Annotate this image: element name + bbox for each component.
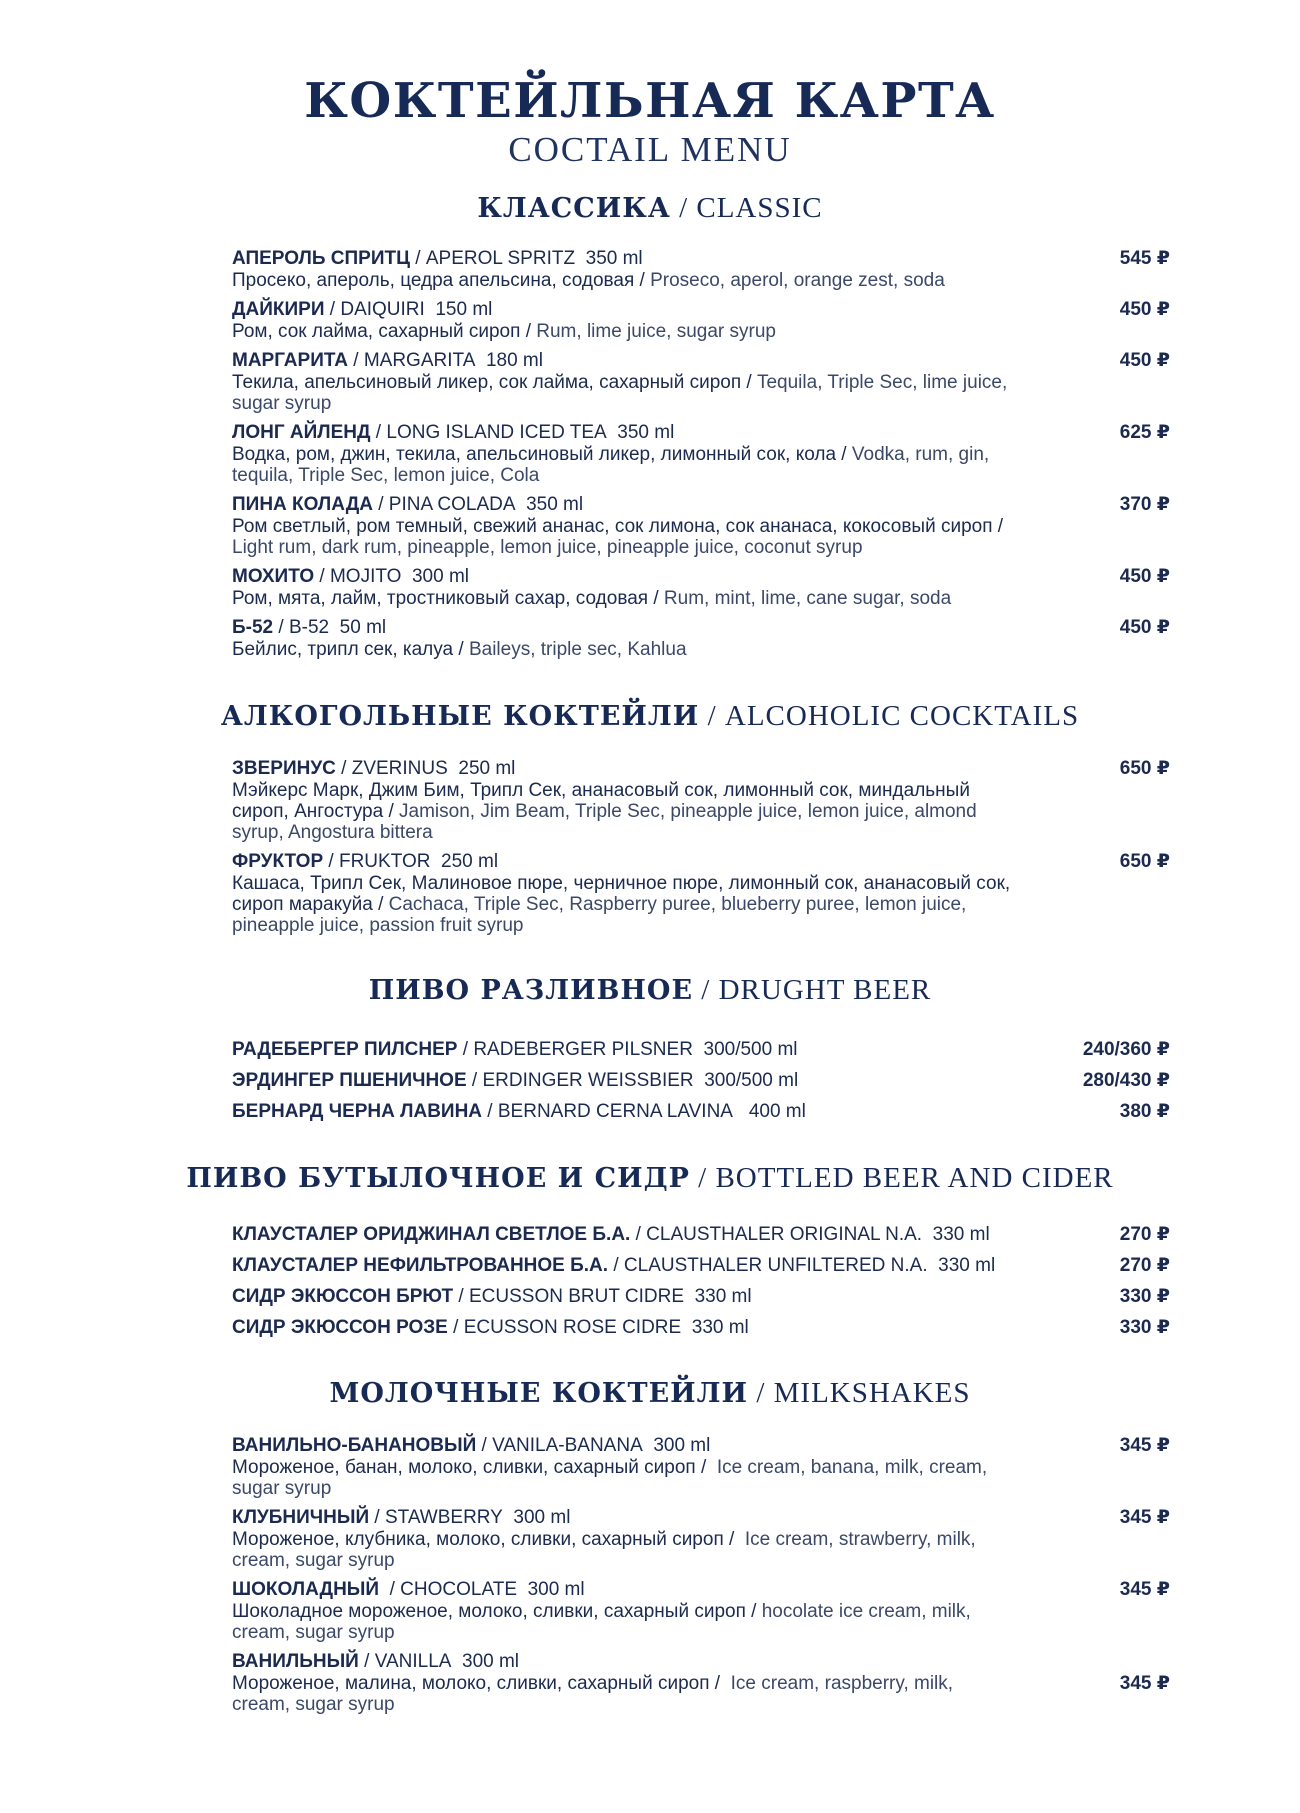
item-name-ru: ДАЙКИРИ — [232, 299, 325, 320]
section-heading-bottled-beer — [0, 1160, 1300, 1197]
menu-item-pina-colada — [232, 494, 1170, 558]
item-heading: КЛАУСТАЛЕР ОРИДЖИНАЛ СВЕТЛОЕ Б.А. / CLAUSTHALER ORIGINAL N.A. 330 ml — [232, 1224, 990, 1245]
item-price: 280/430 ₽ — [1082, 1070, 1170, 1091]
item-description-ru: Ром, сок лайма, сахарный сироп — [232, 321, 521, 342]
item-price: 270 ₽ — [1119, 1224, 1170, 1245]
menu-item-fruktor — [232, 851, 1170, 936]
item-heading: КЛУБНИЧНЫЙ / STAWBERRY 300 ml — [232, 1507, 571, 1528]
item-price: 270 ₽ — [1119, 1255, 1170, 1276]
item-volume: 150 ml — [435, 299, 493, 320]
section-separator: / — [693, 974, 719, 1006]
item-price: 450 ₽ — [1119, 299, 1170, 320]
item-price: 650 ₽ — [1119, 851, 1170, 872]
item-volume: 300/500 ml — [703, 1039, 798, 1060]
item-heading: ДАЙКИРИ / DAIQUIRI 150 ml — [232, 299, 493, 320]
item-volume: 350 ml — [585, 248, 643, 269]
item-heading: ВАНИЛЬНЫЙ / VANILLA 300 ml — [232, 1651, 520, 1672]
item-description: Просеко, апероль, цедра апельсина, содовая / Proseco, aperol, orange zest, soda — [232, 270, 945, 291]
menu-item-bernard — [232, 1101, 1170, 1123]
item-volume: 350 ml — [526, 494, 584, 515]
item-description-en: hocolate ice cream, milk, cream, sugar syrup — [232, 1601, 971, 1643]
item-volume: 350 ml — [617, 422, 675, 443]
item-volume: 330 ml — [694, 1286, 752, 1307]
item-description: Ром светлый, ром темный, свежий ананас, сок лимона, сок ананаса, кокосовый сироп / Light rum, dark rum, pineapple, lemon juice, pineapple juice, coconut syrup — [232, 516, 1004, 558]
item-description: Мороженое, малина, молоко, сливки, сахарный сироп / Ice cream, raspberry, milk, cream, sugar syrup — [232, 1673, 954, 1715]
item-description-ru: Мэйкерс Марк, Джим Бим, Трипл Сек, ананасовый сок, лимонный сок, миндальный сироп, Ангостура — [232, 780, 970, 822]
menu-item-vanilla — [232, 1651, 1170, 1715]
section-heading-draught-beer — [0, 972, 1300, 1009]
item-name-ru: АПЕРОЛЬ СПРИТЦ — [232, 248, 410, 269]
item-heading: ЭРДИНГЕР ПШЕНИЧНОЕ / ERDINGER WEISSBIER 300/500 ml — [232, 1070, 799, 1091]
item-volume: 300 ml — [411, 566, 469, 587]
item-name-en: STAWBERRY — [384, 1507, 503, 1528]
section-separator: / — [699, 700, 725, 732]
item-price: 545 ₽ — [1119, 248, 1170, 269]
menu-item-zverinus — [232, 758, 1170, 843]
section-title-ru: ПИВО РАЗЛИВНОЕ — [368, 975, 694, 1006]
section-separator: / — [689, 1162, 716, 1194]
menu-item-ecusson-rose — [232, 1317, 1170, 1339]
item-description-en: Tequila, Triple Sec, lime juice, sugar syrup — [232, 372, 1008, 414]
item-heading: КЛАУСТАЛЕР НЕФИЛЬТРОВАННОЕ Б.А. / CLAUSTHALER UNFILTERED N.A. 330 ml — [232, 1255, 996, 1276]
item-name-en: CHOCOLATE — [400, 1579, 518, 1600]
item-volume: 250 ml — [458, 758, 516, 779]
item-description: Текила, апельсиновый ликер, сок лайма, сахарный сироп / Tequila, Triple Sec, lime juice, sugar syrup — [232, 372, 1008, 414]
item-price: 345 ₽ — [1119, 1435, 1170, 1456]
item-description: Мэйкерс Марк, Джим Бим, Трипл Сек, ананасовый сок, лимонный сок, миндальный сироп, Ангостура / Jamison, Jim Beam, Triple Sec, pineapple juice, lemon juice, almond syrup, Angostura bittera — [232, 780, 977, 843]
item-name-ru: БЕРНАРД ЧЕРНА ЛАВИНА — [232, 1101, 483, 1122]
item-description-en: Baileys, triple sec, Kahlua — [468, 639, 687, 660]
item-name-en: ZVERINUS — [351, 758, 448, 779]
item-name-en: B-52 — [288, 617, 330, 638]
menu-item-b52 — [232, 617, 1170, 660]
item-description: Мороженое, банан, молоко, сливки, сахарный сироп / Ice cream, banana, milk, cream, sugar syrup — [232, 1457, 988, 1499]
item-volume: 300 ml — [527, 1579, 585, 1600]
item-heading: ПИНА КОЛАДА / PINA COLADA 350 ml — [232, 494, 584, 515]
section-title-ru: КЛАССИКА — [477, 193, 671, 224]
item-price: 450 ₽ — [1119, 350, 1170, 371]
item-name-ru: КЛУБНИЧНЫЙ — [232, 1507, 370, 1528]
item-price: 450 ₽ — [1119, 566, 1170, 587]
item-heading: РАДЕБЕРГЕР ПИЛСНЕР / RADEBERGER PILSNER 300/500 ml — [232, 1039, 798, 1060]
item-heading: СИДР ЭКЮССОН РОЗЕ / ECUSSON ROSE CIDRE 330 ml — [232, 1317, 749, 1338]
item-name-ru: ЗВЕРИНУС — [232, 758, 336, 779]
item-heading: МАРГАРИТА / MARGARITA 180 ml — [232, 350, 543, 371]
item-description: Ром, мята, лайм, тростниковый сахар, содовая / Rum, mint, lime, cane sugar, soda — [232, 588, 952, 609]
item-price: 380 ₽ — [1119, 1101, 1170, 1122]
item-price: 330 ₽ — [1119, 1286, 1170, 1307]
item-description: Бейлис, трипл сек, калуа / Baileys, triple sec, Kahlua — [232, 639, 687, 660]
item-price: 345 ₽ — [1119, 1673, 1170, 1694]
menu-title-ru: КОКТЕЙЛЬНАЯ КАРТА — [304, 73, 996, 129]
item-volume: 50 ml — [339, 617, 387, 638]
item-name-ru: ВАНИЛЬНЫЙ — [232, 1651, 359, 1672]
item-description-en: Vodka, rum, gin, tequila, Triple Sec, lemon juice, Cola — [232, 444, 990, 486]
item-volume: 300 ml — [513, 1507, 571, 1528]
item-name-ru: Б-52 — [232, 617, 274, 638]
item-name-en: BERNARD CERNA LAVINA — [497, 1101, 733, 1122]
item-heading: Б-52 / B-52 50 ml — [232, 617, 387, 638]
item-volume: 250 ml — [441, 851, 499, 872]
item-description-en: Rum, mint, lime, cane sugar, soda — [663, 588, 952, 609]
item-description: Кашаса, Трипл Сек, Малиновое пюре, черничное пюре, лимонный сок, ананасовый сок, сироп маракуйа / Cachaca, Triple Sec, Raspberry puree, blueberry puree, lemon juice, pineapple juice, passion fruit syrup — [232, 873, 1011, 936]
menu-item-margarita — [232, 350, 1170, 414]
item-name-ru: ЭРДИНГЕР ПШЕНИЧНОЕ — [232, 1070, 467, 1091]
item-price: 650 ₽ — [1119, 758, 1170, 779]
item-name-en: CLAUSTHALER UNFILTERED N.A. — [623, 1255, 928, 1276]
item-heading: АПЕРОЛЬ СПРИТЦ / APEROL SPRITZ 350 ml — [232, 248, 643, 269]
item-volume: 400 ml — [748, 1101, 806, 1122]
item-volume: 300/500 ml — [704, 1070, 799, 1091]
item-heading: ЛОНГ АЙЛЕНД / LONG ISLAND ICED TEA 350 ml — [232, 422, 675, 443]
section-title-ru: АЛКОГОЛЬНЫЕ КОКТЕЙЛИ — [220, 701, 700, 732]
menu-item-strawberry — [232, 1507, 1170, 1571]
item-description-en: Ice cream, banana, milk, cream, sugar syrup — [232, 1457, 988, 1499]
item-description-en: Ice cream, strawberry, milk, cream, sugar syrup — [232, 1529, 976, 1571]
item-heading: СИДР ЭКЮССОН БРЮТ / ECUSSON BRUT CIDRE 330 ml — [232, 1286, 752, 1307]
item-heading: МОХИТО / MOJITO 300 ml — [232, 566, 469, 587]
section-title-en: MILKSHAKES — [773, 1377, 971, 1409]
item-description-ru: Шоколадное мороженое, молоко, сливки, сахарный сироп — [232, 1601, 746, 1622]
menu-item-chocolate — [232, 1579, 1170, 1643]
item-description-ru: Мороженое, банан, молоко, сливки, сахарный сироп — [232, 1457, 696, 1478]
item-price: 330 ₽ — [1119, 1317, 1170, 1338]
section-title-en: CLASSIC — [696, 192, 823, 224]
item-description: Ром, сок лайма, сахарный сироп / Rum, lime juice, sugar syrup — [232, 321, 776, 342]
item-volume: 300 ml — [653, 1435, 711, 1456]
menu-item-clausthaler-original — [232, 1224, 1170, 1246]
item-description-ru: Ром светлый, ром темный, свежий ананас, сок лимона, сок ананаса, кокосовый сироп — [232, 516, 993, 537]
section-title-en: DRUGHT BEER — [718, 974, 932, 1006]
item-heading: ШОКОЛАДНЫЙ / CHOCOLATE 300 ml — [232, 1579, 585, 1600]
item-description: Шоколадное мороженое, молоко, сливки, сахарный сироп / hocolate ice cream, milk, cream, sugar syrup — [232, 1601, 971, 1643]
item-name-ru: ФРУКТОР — [232, 851, 324, 872]
item-name-ru: ЛОНГ АЙЛЕНД — [232, 422, 371, 443]
item-price: 450 ₽ — [1119, 617, 1170, 638]
section-separator: / — [670, 192, 697, 224]
item-heading: БЕРНАРД ЧЕРНА ЛАВИНА / BERNARD CERNA LAVINA 400 ml — [232, 1101, 806, 1122]
item-description-ru: Мороженое, малина, молоко, сливки, сахарный сироп — [232, 1673, 710, 1694]
section-heading-alcoholic-cocktails — [0, 698, 1300, 735]
section-heading-classic — [0, 190, 1300, 227]
item-description-en: Proseco, aperol, orange zest, soda — [650, 270, 945, 291]
item-name-en: LONG ISLAND ICED TEA — [386, 422, 607, 443]
item-description-ru: Кашаса, Трипл Сек, Малиновое пюре, черничное пюре, лимонный сок, ананасовый сок, сироп маракуйа — [232, 873, 1011, 915]
item-description-ru: Мороженое, клубника, молоко, сливки, сахарный сироп — [232, 1529, 724, 1550]
item-description-ru: Просеко, апероль, цедра апельсина, содовая — [232, 270, 635, 291]
menu-item-erdinger — [232, 1070, 1170, 1092]
item-description-ru: Ром, мята, лайм, тростниковый сахар, содовая — [232, 588, 649, 609]
item-name-ru: МОХИТО — [232, 566, 315, 587]
item-volume: 330 ml — [932, 1224, 990, 1245]
menu-item-ecusson-brut — [232, 1286, 1170, 1308]
item-name-en: ERDINGER WEISSBIER — [482, 1070, 694, 1091]
item-name-en: APEROL SPRITZ — [425, 248, 576, 269]
item-name-en: CLAUSTHALER ORIGINAL N.A. — [646, 1224, 923, 1245]
section-title-ru: ПИВО БУТЫЛОЧНОЕ И СИДР — [186, 1163, 690, 1194]
item-name-ru: МАРГАРИТА — [232, 350, 348, 371]
item-name-ru: КЛАУСТАЛЕР НЕФИЛЬТРОВАННОЕ Б.А. — [232, 1255, 609, 1276]
item-name-en: RADEBERGER PILSNER — [473, 1039, 693, 1060]
menu-item-clausthaler-unfiltered — [232, 1255, 1170, 1277]
item-name-en: ECUSSON BRUT CIDRE — [468, 1286, 684, 1307]
item-description-ru: Бейлис, трипл сек, калуа — [232, 639, 454, 660]
item-description: Мороженое, клубника, молоко, сливки, сахарный сироп / Ice cream, strawberry, milk, cream, sugar syrup — [232, 1529, 976, 1571]
item-price: 345 ₽ — [1119, 1507, 1170, 1528]
section-separator: / — [748, 1377, 774, 1409]
section-title-en: BOTTLED BEER AND CIDER — [715, 1162, 1114, 1194]
menu-item-daiquiri — [232, 299, 1170, 342]
item-name-ru: РАДЕБЕРГЕР ПИЛСНЕР — [232, 1039, 458, 1060]
item-price: 370 ₽ — [1119, 494, 1170, 515]
item-price: 345 ₽ — [1119, 1579, 1170, 1600]
item-name-ru: ПИНА КОЛАДА — [232, 494, 373, 515]
item-name-en: VANILLA — [374, 1651, 452, 1672]
item-description-en: Cachaca, Triple Sec, Raspberry puree, blueberry puree, lemon juice, pineapple juice, passion fruit syrup — [232, 894, 967, 936]
menu-item-mojito — [232, 566, 1170, 609]
item-volume: 180 ml — [485, 350, 543, 371]
item-name-en: FRUKTOR — [338, 851, 431, 872]
item-name-en: MOJITO — [329, 566, 402, 587]
section-heading-milkshakes — [0, 1375, 1300, 1412]
item-volume: 330 ml — [691, 1317, 749, 1338]
item-description-en: Jamison, Jim Beam, Triple Sec, pineapple juice, lemon juice, almond syrup, Angostura bittera — [232, 801, 977, 843]
menu-item-aperol-spritz — [232, 248, 1170, 291]
item-heading: ВАНИЛЬНО-БАНАНОВЫЙ / VANILA-BANANA 300 ml — [232, 1435, 711, 1456]
menu-item-long-island — [232, 422, 1170, 486]
item-name-ru: ШОКОЛАДНЫЙ — [232, 1579, 380, 1600]
item-description-en: Light rum, dark rum, pineapple, lemon juice, pineapple juice, coconut syrup — [232, 537, 863, 558]
item-name-en: PINA COLADA — [388, 494, 516, 515]
item-name-en: ECUSSON ROSE CIDRE — [463, 1317, 682, 1338]
item-description-ru: Текила, апельсиновый ликер, сок лайма, сахарный сироп — [232, 372, 742, 393]
menu-item-vanila-banana — [232, 1435, 1170, 1499]
section-title-en: ALCOHOLIC COCKTAILS — [724, 700, 1080, 732]
item-name-ru: ВАНИЛЬНО-БАНАНОВЫЙ — [232, 1435, 477, 1456]
item-description-ru: Водка, ром, джин, текила, апельсиновый ликер, лимонный сок, кола — [232, 444, 837, 465]
section-title-ru: МОЛОЧНЫЕ КОКТЕЙЛИ — [329, 1378, 749, 1409]
item-volume: 300 ml — [462, 1651, 520, 1672]
menu-item-radeberger — [232, 1039, 1170, 1061]
item-name-ru: КЛАУСТАЛЕР ОРИДЖИНАЛ СВЕТЛОЕ Б.А. — [232, 1224, 631, 1245]
item-name-ru: СИДР ЭКЮССОН РОЗЕ — [232, 1317, 448, 1338]
item-name-en: MARGARITA — [363, 350, 476, 371]
item-description-en: Ice cream, raspberry, milk, cream, sugar syrup — [232, 1673, 954, 1715]
item-price: 240/360 ₽ — [1082, 1039, 1170, 1060]
item-name-en: DAIQUIRI — [340, 299, 425, 320]
item-heading: ФРУКТОР / FRUKTOR 250 ml — [232, 851, 499, 872]
item-heading: ЗВЕРИНУС / ZVERINUS 250 ml — [232, 758, 516, 779]
item-name-en: VANILA-BANANA — [492, 1435, 643, 1456]
item-volume: 330 ml — [938, 1255, 996, 1276]
item-name-ru: СИДР ЭКЮССОН БРЮТ — [232, 1286, 454, 1307]
item-price: 625 ₽ — [1119, 422, 1170, 443]
item-description-en: Rum, lime juice, sugar syrup — [536, 321, 776, 342]
menu-title-en: COCTAIL MENU — [508, 130, 792, 169]
item-description: Водка, ром, джин, текила, апельсиновый ликер, лимонный сок, кола / Vodka, rum, gin, tequila, Triple Sec, lemon juice, Cola — [232, 444, 990, 486]
menu-title-block — [0, 72, 1300, 170]
